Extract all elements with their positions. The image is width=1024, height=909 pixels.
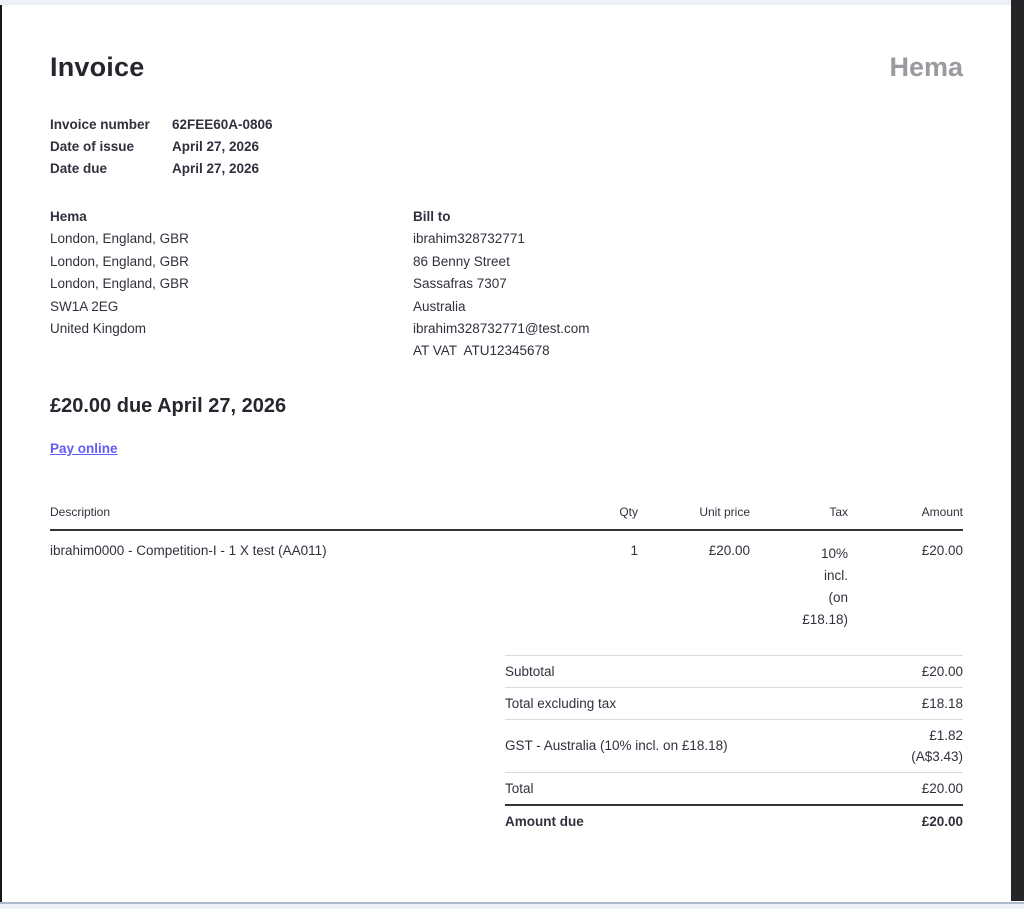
total-excl-tax-value: £18.18 [877, 687, 963, 719]
gst-value-primary: £1.82 [929, 727, 963, 743]
subtotal-value: £20.00 [877, 655, 963, 687]
bill-to-line: Sassafras 7307 [413, 276, 507, 292]
total-label: Total [505, 772, 877, 805]
seller-address-line: London, England, GBR [50, 253, 189, 269]
viewer-right-edge [1011, 0, 1024, 901]
amount-due-value: £20.00 [877, 805, 963, 837]
item-qty: 1 [630, 542, 638, 558]
seller-address-line: SW1A 2EG [50, 298, 119, 314]
invoice-number-label: Invoice number [50, 117, 150, 132]
header-tax: Tax [750, 505, 848, 530]
total-row [505, 772, 963, 805]
bill-to-line: Australia [413, 298, 466, 314]
masthead [50, 52, 963, 83]
bill-to-email: ibrahim328732771@test.com [413, 321, 590, 337]
totals-table [505, 655, 963, 837]
subtotal-row [505, 655, 963, 687]
total-value: £20.00 [877, 772, 963, 805]
item-tax-line: £18.18) [802, 611, 848, 627]
invoice-number-value: 62FEE60A-0806 [172, 117, 273, 132]
date-due-label: Date due [50, 161, 108, 176]
item-unit-price: £20.00 [708, 542, 750, 558]
date-of-issue-value: April 27, 2026 [172, 139, 260, 154]
items-header-row [50, 505, 963, 530]
amount-due-label: Amount due [505, 805, 877, 837]
total-excl-tax-label: Total excluding tax [505, 687, 877, 719]
gst-value-secondary: (A$3.43) [911, 748, 963, 764]
item-tax-line: (on [828, 589, 848, 605]
invoice-page [50, 0, 963, 837]
page-title: Invoice [50, 52, 145, 82]
bill-to-address [413, 206, 963, 363]
bill-to-line: 86 Benny Street [413, 253, 510, 269]
invoice-meta [50, 114, 963, 180]
gst-label: GST - Australia (10% incl. on £18.18) [505, 719, 877, 772]
subtotal-label: Subtotal [505, 655, 877, 687]
amount-due-row [505, 805, 963, 837]
line-items-table [50, 505, 963, 631]
pay-online-link[interactable]: Pay online [50, 440, 118, 456]
amount-due-heading: £20.00 due April 27, 2026 [50, 394, 287, 417]
viewer-bottom-strip [0, 904, 1024, 909]
header-description: Description [50, 505, 568, 530]
header-qty: Qty [568, 505, 638, 530]
header-unit-price: Unit price [638, 505, 750, 530]
item-tax-line: incl. [823, 567, 848, 583]
gst-row [505, 719, 963, 772]
item-amount: £20.00 [921, 542, 963, 558]
viewer-left-edge [0, 5, 2, 902]
date-due-value: April 27, 2026 [172, 161, 260, 176]
seller-name: Hema [50, 209, 87, 224]
item-description: ibrahim0000 - Competition-I - 1 X test (AA011) [50, 542, 327, 558]
date-of-issue-label: Date of issue [50, 139, 135, 154]
date-due-row [50, 158, 963, 180]
bill-to-label: Bill to [413, 209, 451, 224]
bill-to-line: ibrahim328732771 [413, 231, 525, 247]
brand-logo-text: Hema [889, 52, 963, 82]
total-excl-tax-row [505, 687, 963, 719]
address-section [50, 206, 963, 363]
item-tax-line: 10% [820, 545, 848, 561]
gst-value [877, 719, 963, 772]
invoice-number-row [50, 114, 963, 136]
pay-link-wrap [50, 440, 963, 458]
seller-address-line: London, England, GBR [50, 276, 189, 292]
date-of-issue-row [50, 136, 963, 158]
header-amount: Amount [848, 505, 963, 530]
bill-to-vat: AT VAT ATU12345678 [413, 343, 550, 359]
seller-address [50, 206, 413, 363]
seller-address-line: London, England, GBR [50, 231, 189, 247]
seller-address-line: United Kingdom [50, 321, 147, 337]
item-tax [750, 530, 848, 631]
line-item-row [50, 530, 963, 631]
